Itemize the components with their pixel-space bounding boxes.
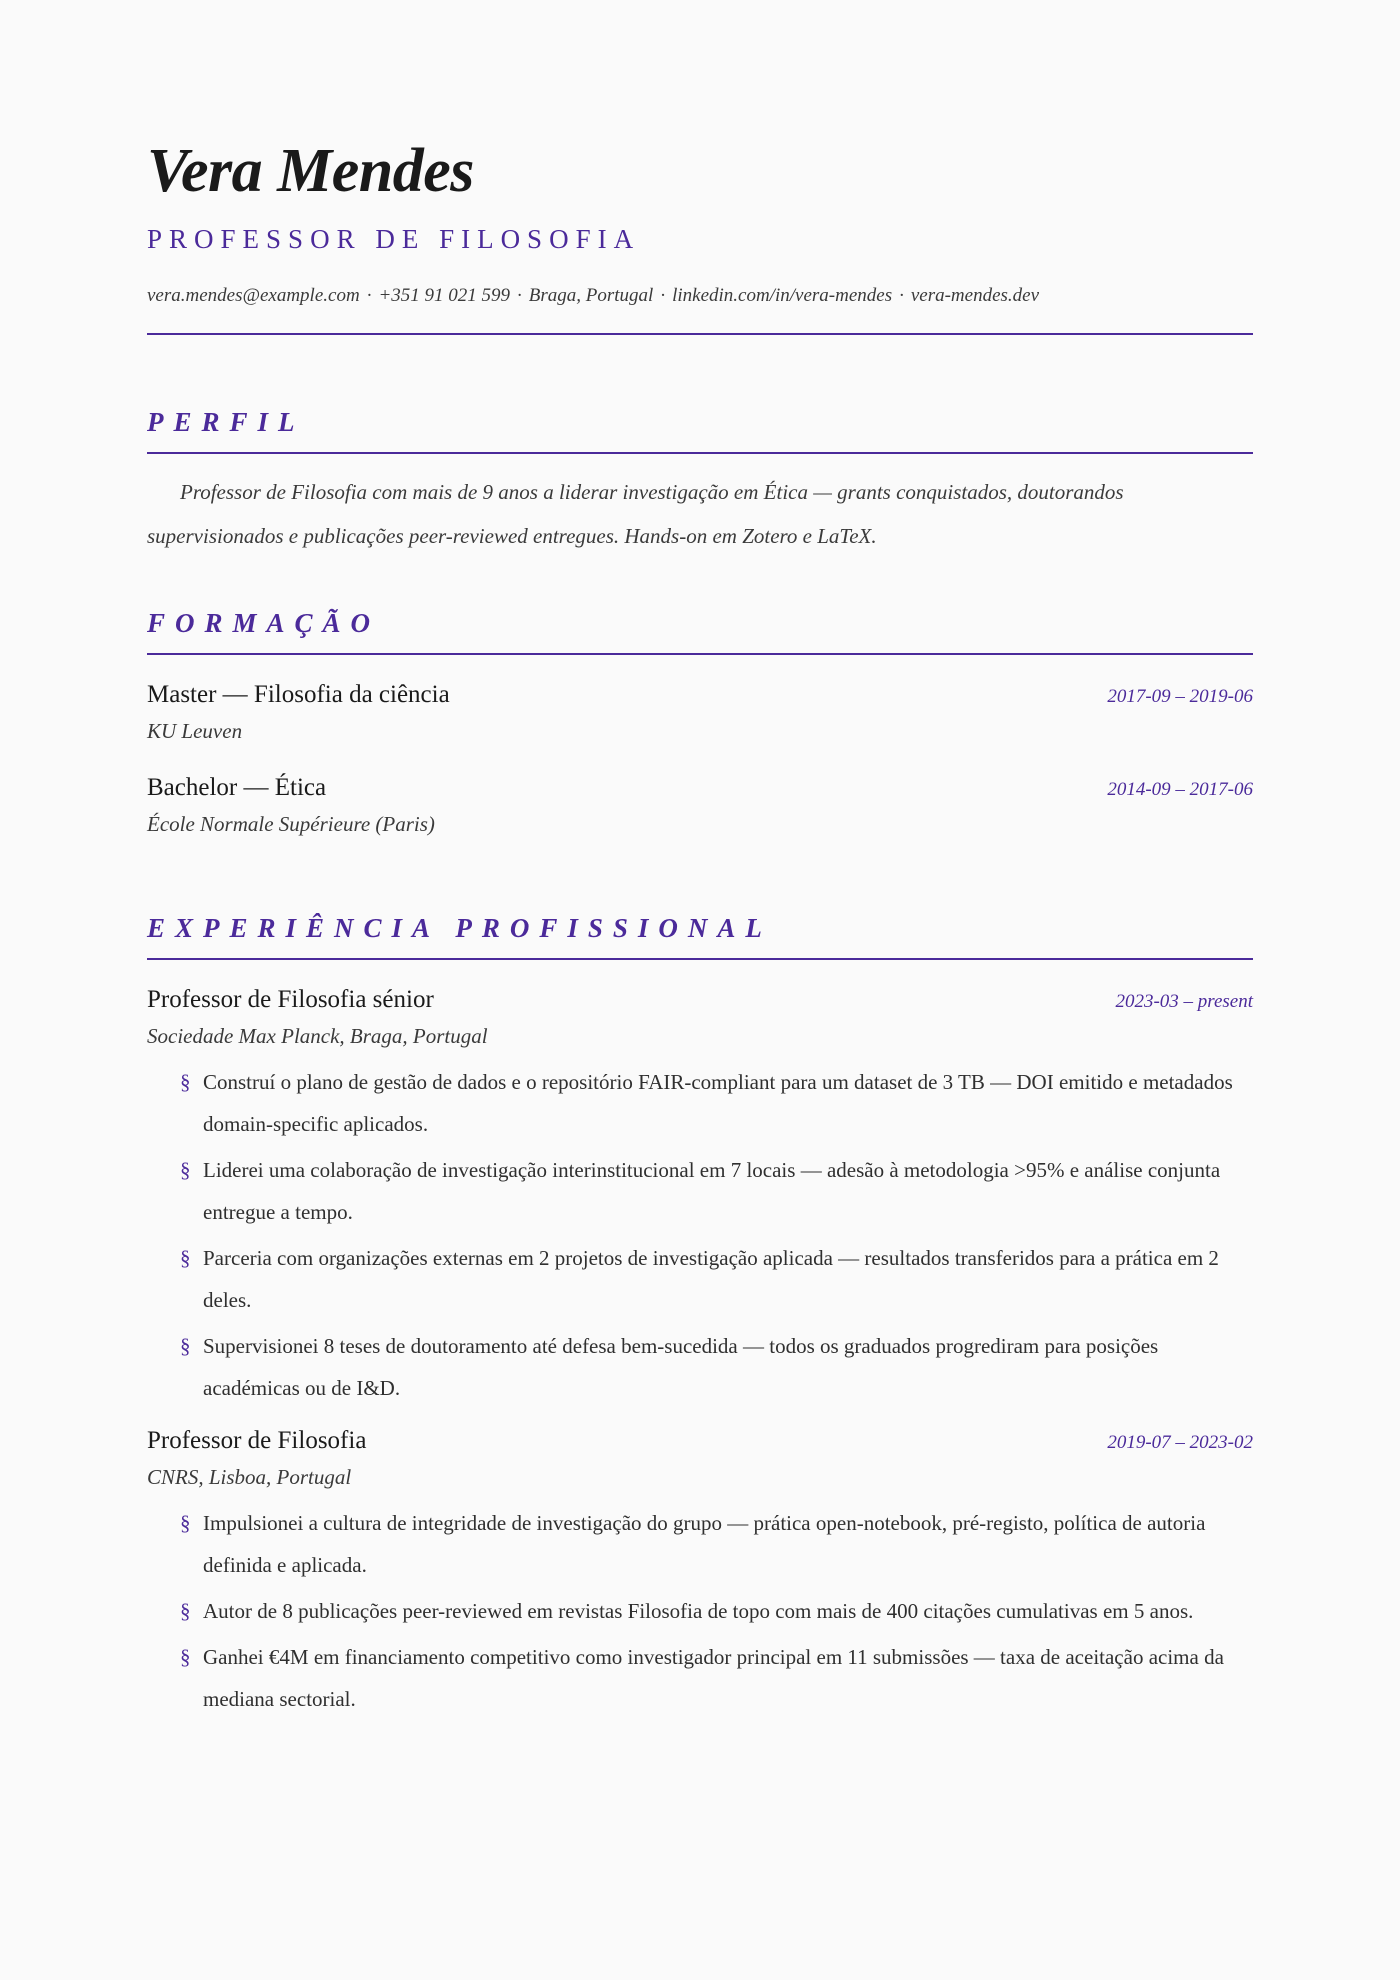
organization-name: Sociedade Max Planck, Braga, Portugal xyxy=(147,1024,488,1048)
contact-separator: · xyxy=(899,285,904,306)
contact-separator: · xyxy=(660,285,666,306)
section-heading-experience: EXPERIÊNCIA PROFISSIONAL xyxy=(147,913,772,943)
role-title: Professor de Filosofia sénior xyxy=(147,986,434,1013)
list-item xyxy=(180,1590,1253,1632)
contact-linkedin[interactable]: linkedin.com/in/vera-mendes xyxy=(672,285,893,306)
section-mark-icon: § xyxy=(180,1070,191,1094)
achievement-list xyxy=(147,1061,1253,1409)
contact-phone[interactable]: +351 91 021 599 xyxy=(378,285,511,306)
entry-dates: 2017-09 – 2019-06 xyxy=(1107,686,1253,707)
contact-separator: · xyxy=(517,285,522,306)
section-mark-icon: § xyxy=(180,1511,191,1535)
resume-header xyxy=(147,137,1253,335)
profile-section xyxy=(147,409,1253,558)
list-item xyxy=(180,1061,1253,1145)
list-item xyxy=(180,1325,1253,1409)
list-item xyxy=(180,1149,1253,1233)
degree-title: Bachelor — Ética xyxy=(147,774,327,801)
school-name: KU Leuven xyxy=(147,719,243,743)
section-divider xyxy=(147,958,1253,960)
entry-dates: 2019-07 – 2023-02 xyxy=(1107,1432,1253,1453)
achievement-text: Liderei uma colaboração de investigação interinstitucional em 7 locais — adesão à metodologia >95% e análise conjunta entregue a tempo. xyxy=(203,1158,1221,1224)
achievement-text: Supervisionei 8 teses de doutoramento até defesa bem-sucedida — todos os graduados progrediram para posições académicas ou de I&D. xyxy=(203,1334,1159,1400)
contact-website[interactable]: vera-mendes.dev xyxy=(910,285,1040,306)
education-section xyxy=(147,610,1253,837)
list-item xyxy=(180,1237,1253,1321)
contact-separator: · xyxy=(366,285,372,306)
section-heading-education: FORMAÇÃO xyxy=(147,608,381,638)
organization-name: CNRS, Lisboa, Portugal xyxy=(147,1465,352,1489)
list-item xyxy=(180,1636,1253,1720)
entry-dates: 2023-03 – present xyxy=(1115,991,1253,1012)
education-entry xyxy=(147,774,1253,837)
section-heading-profile: PERFIL xyxy=(147,407,305,437)
section-mark-icon: § xyxy=(180,1599,191,1623)
education-entry xyxy=(147,681,1253,744)
experience-entry xyxy=(147,1427,1253,1720)
achievement-text: Construí o plano de gestão de dados e o repositório FAIR-compliant para um dataset de 3 TB — DOI emitido e metadados domain-specific aplicados. xyxy=(203,1070,1233,1136)
achievement-text: Ganhei €4M em financiamento competitivo como investigador principal em 11 submissões — taxa de aceitação acima da mediana sectorial. xyxy=(203,1645,1224,1711)
achievement-list xyxy=(147,1502,1253,1720)
achievement-text: Parceria com organizações externas em 2 projetos de investigação aplicada — resultados transferidos para a prática em 2 deles. xyxy=(203,1246,1219,1312)
contact-email[interactable]: vera.mendes@example.com xyxy=(147,285,360,306)
achievement-text: Impulsionei a cultura de integridade de investigação do grupo — prática open-notebook, pré-registo, política de autoria definida e aplicada. xyxy=(203,1511,1206,1577)
role-title: Professor de Filosofia xyxy=(147,1427,367,1454)
degree-title: Master — Filosofia da ciência xyxy=(147,681,450,708)
contact-line xyxy=(147,285,1253,307)
section-divider xyxy=(147,653,1253,655)
entry-dates: 2014-09 – 2017-06 xyxy=(1107,779,1253,800)
section-mark-icon: § xyxy=(180,1158,191,1182)
experience-section xyxy=(147,915,1253,1720)
school-name: École Normale Supérieure (Paris) xyxy=(147,812,435,836)
achievement-text: Autor de 8 publicações peer-reviewed em revistas Filosofia de topo com mais de 400 citações cumulativas em 5 anos. xyxy=(203,1599,1194,1623)
section-divider xyxy=(147,452,1253,454)
section-mark-icon: § xyxy=(180,1334,191,1358)
contact-location: Braga, Portugal xyxy=(528,285,654,306)
profile-text: Professor de Filosofia com mais de 9 anos a liderar investigação em Ética — grants conquistados, doutorandos supervisionados e publicações peer-reviewed entregues. Hands-on em Zotero e LaTeX. xyxy=(147,480,1124,548)
job-title: PROFESSOR DE FILOSOFIA xyxy=(147,224,641,254)
experience-entry xyxy=(147,986,1253,1409)
header-divider xyxy=(147,333,1253,335)
list-item xyxy=(180,1502,1253,1586)
section-mark-icon: § xyxy=(180,1645,191,1669)
person-name: Vera Mendes xyxy=(147,137,474,205)
section-mark-icon: § xyxy=(180,1246,191,1270)
